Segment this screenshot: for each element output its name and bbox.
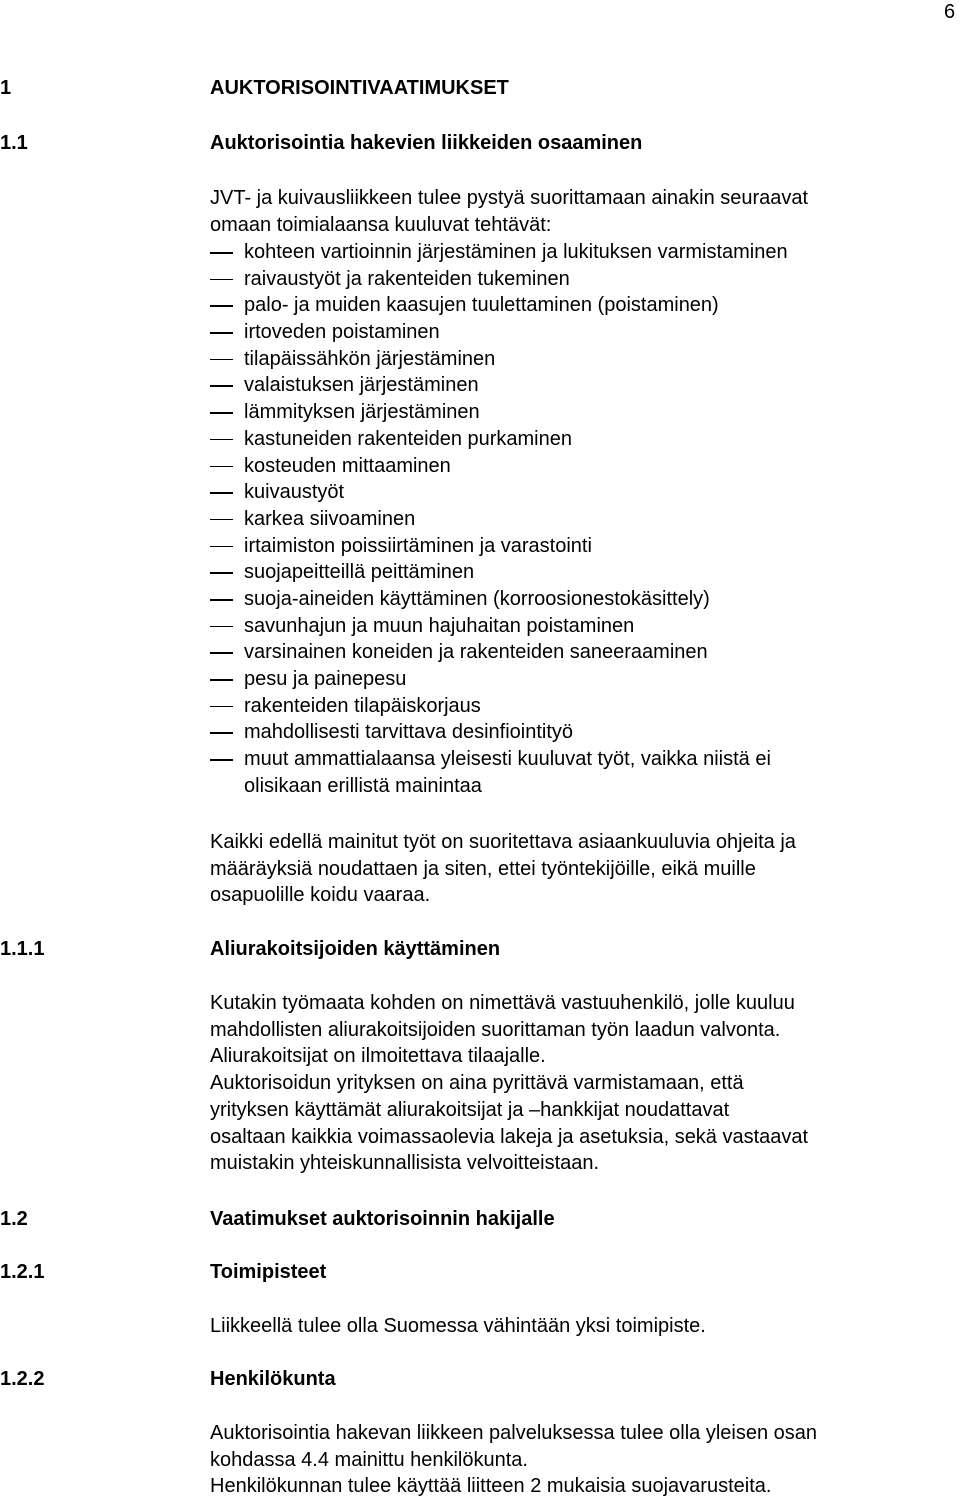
list-item: tilapäissähkön järjestäminen xyxy=(210,346,788,373)
list-item: kuivaustyöt xyxy=(210,479,788,506)
subcontractors-paragraph xyxy=(210,990,808,1177)
section-title: Vaatimukset auktorisoinnin hakijalle xyxy=(210,1208,555,1230)
dash-bullet xyxy=(210,706,233,708)
list-item: muut ammattialaansa yleisesti kuuluvat työt, vaikka niistä ei olisikaan erillistä mainintaa xyxy=(210,746,788,799)
section-number: 1.1.1 xyxy=(0,938,45,960)
dash-bullet xyxy=(210,439,233,441)
paragraph-line: omaan toimialaansa kuuluvat tehtävät: xyxy=(210,213,552,236)
intro-paragraph xyxy=(210,185,808,238)
section-title: Aliurakoitsijoiden käyttäminen xyxy=(210,938,501,960)
section-title: AUKTORISOINTIVAATIMUKSET xyxy=(210,77,509,99)
list-item: varsinainen koneiden ja rakenteiden saneeraaminen xyxy=(210,639,788,666)
dash-bullet xyxy=(210,305,233,307)
dash-bullet xyxy=(210,519,233,521)
list-item: mahdollisesti tarvittava desinfiointityö xyxy=(210,719,788,746)
paragraph-line: mahdollisten aliurakoitsijoiden suorittaman työn laadun valvonta. xyxy=(210,1018,781,1041)
dash-bullet xyxy=(210,252,233,254)
paragraph-line: yrityksen käyttämät aliurakoitsijat ja –hankkijat noudattavat xyxy=(210,1098,730,1121)
personnel-paragraph xyxy=(210,1420,817,1500)
dash-bullet xyxy=(210,412,233,414)
section-number: 1.2.2 xyxy=(0,1368,45,1390)
section-number: 1.1 xyxy=(0,132,28,154)
dash-bullet xyxy=(210,679,233,681)
list-item: kohteen vartioinnin järjestäminen ja lukituksen varmistaminen xyxy=(210,239,788,266)
section-title: Henkilökunta xyxy=(210,1368,336,1390)
list-item: rakenteiden tilapäiskorjaus xyxy=(210,693,788,720)
section-number: 1.2.1 xyxy=(0,1261,45,1283)
dash-bullet xyxy=(210,466,233,468)
paragraph-line: Henkilökunnan tulee käyttää liitteen 2 mukaisia suojavarusteita. xyxy=(210,1475,772,1498)
dash-bullet xyxy=(210,385,233,387)
dash-bullet xyxy=(210,759,233,761)
section-title: Toimipisteet xyxy=(210,1261,327,1283)
list-item: kosteuden mittaaminen xyxy=(210,453,788,480)
paragraph-line: Aliurakoitsijat on ilmoitettava tilaajalle. xyxy=(210,1045,546,1068)
dash-bullet xyxy=(210,732,233,734)
paragraph-line: Auktorisointia hakevan liikkeen palveluksessa tulee olla yleisen osan xyxy=(210,1422,818,1444)
dash-bullet xyxy=(210,492,233,494)
page-number: 6 xyxy=(944,1,956,23)
list-item: savunhajun ja muun hajuhaitan poistaminen xyxy=(210,613,788,640)
paragraph-line: osapuolille koidu vaaraa. xyxy=(210,884,431,907)
list-item: suoja-aineiden käyttäminen (korroosionestokäsittely) xyxy=(210,586,788,613)
dash-bullet xyxy=(210,652,233,654)
list-item: raivaustyöt ja rakenteiden tukeminen xyxy=(210,266,788,293)
dash-bullet xyxy=(210,359,233,361)
paragraph-line: Liikkeellä tulee olla Suomessa vähintään yksi toimipiste. xyxy=(210,1315,706,1337)
list-item: kastuneiden rakenteiden purkaminen xyxy=(210,426,788,453)
dash-bullet xyxy=(210,279,233,281)
list-item: karkea siivoaminen xyxy=(210,506,788,533)
paragraph-line: osaltaan kaikkia voimassaolevia lakeja ja asetuksia, sekä vastaavat xyxy=(210,1125,809,1148)
offices-paragraph xyxy=(210,1313,706,1340)
dash-bullet xyxy=(210,599,233,601)
paragraph-line: Kaikki edellä mainitut työt on suoritettava asiaankuuluvia ohjeita ja xyxy=(210,831,796,853)
section-number: 1 xyxy=(0,77,12,99)
task-list xyxy=(210,239,788,799)
dash-bullet xyxy=(210,626,233,628)
list-item: irtaimiston poissiirtäminen ja varastointi xyxy=(210,533,788,560)
dash-bullet xyxy=(210,572,233,574)
closing-paragraph xyxy=(210,829,796,909)
paragraph-line: määräyksiä noudattaen ja siten, ettei työntekijöille, eikä muille xyxy=(210,857,756,880)
list-item: valaistuksen järjestäminen xyxy=(210,372,788,399)
list-item: irtoveden poistaminen xyxy=(210,319,788,346)
paragraph-line: JVT- ja kuivausliikkeen tulee pystyä suorittamaan ainakin seuraavat xyxy=(210,187,809,209)
list-item: palo- ja muiden kaasujen tuulettaminen (poistaminen) xyxy=(210,292,788,319)
paragraph-line: muistakin yhteiskunnallisista velvoitteistaan. xyxy=(210,1152,600,1175)
dash-bullet xyxy=(210,546,233,548)
list-item: suojapeitteillä peittäminen xyxy=(210,559,788,586)
list-item: lämmityksen järjestäminen xyxy=(210,399,788,426)
paragraph-line: kohdassa 4.4 mainittu henkilökunta. xyxy=(210,1448,528,1471)
paragraph-line: Kutakin työmaata kohden on nimettävä vastuuhenkilö, jolle kuuluu xyxy=(210,992,795,1014)
list-item: pesu ja painepesu xyxy=(210,666,788,693)
section-number: 1.2 xyxy=(0,1208,28,1230)
paragraph-line: Auktorisoidun yrityksen on aina pyrittävä varmistamaan, että xyxy=(210,1072,744,1095)
section-title: Auktorisointia hakevien liikkeiden osaaminen xyxy=(210,132,643,154)
dash-bullet xyxy=(210,332,233,334)
